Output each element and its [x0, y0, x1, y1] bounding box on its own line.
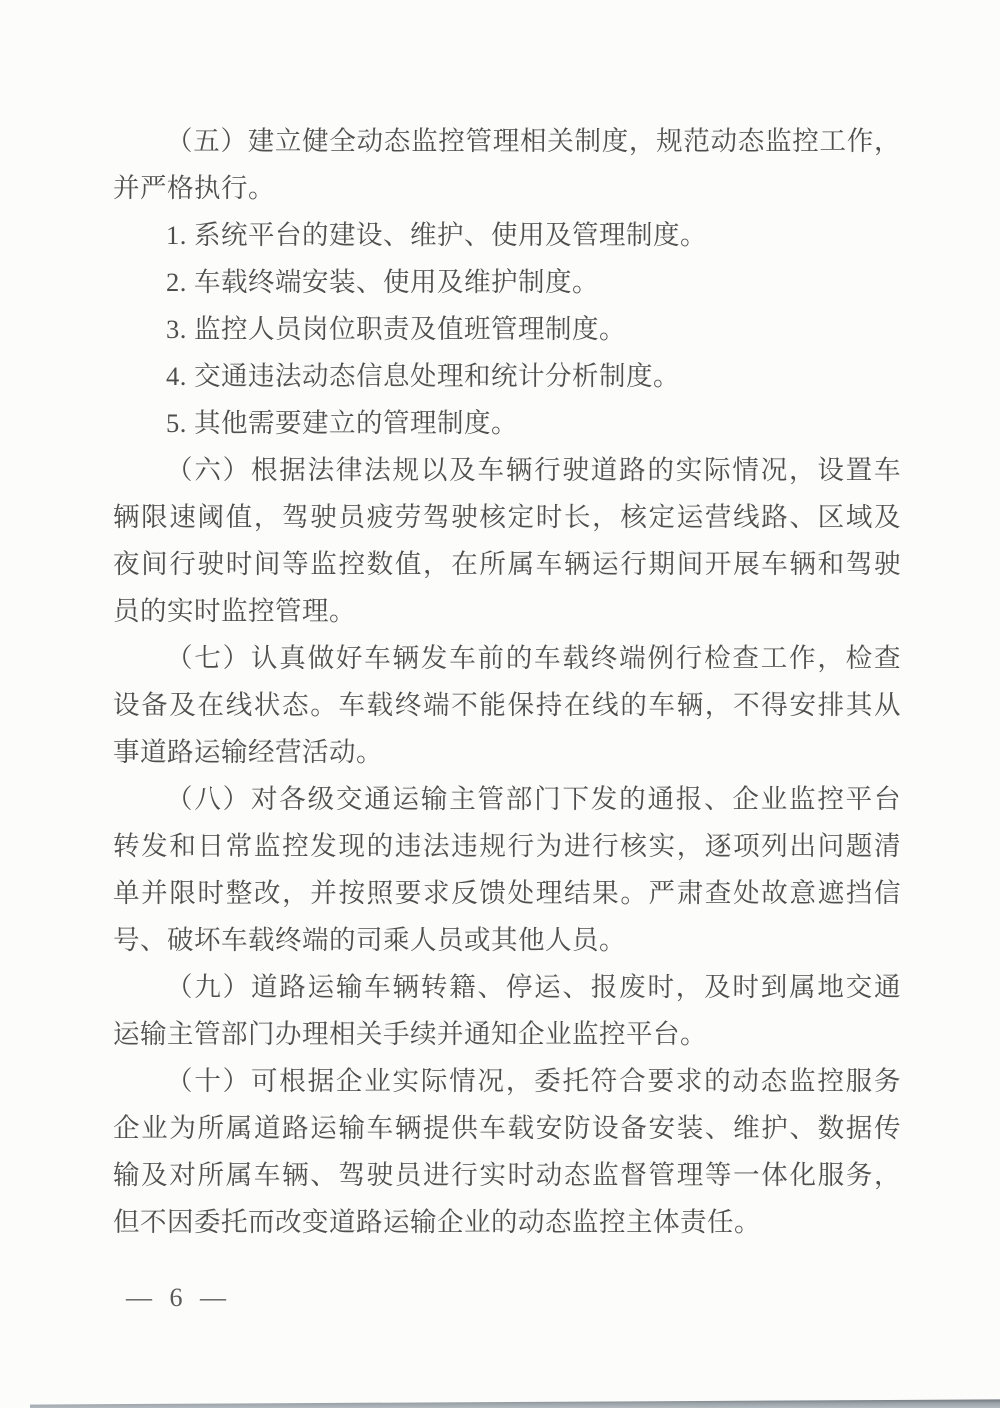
- text-line: （六）根据法律法规以及车辆行驶道路的实际情况，设置车: [166, 455, 901, 485]
- text-line: 5. 其他需要建立的管理制度。: [166, 408, 518, 438]
- text-line: （十）可根据企业实际情况，委托符合要求的动态监控服务: [166, 1066, 901, 1096]
- text-line: （七）认真做好车辆发车前的车载终端例行检查工作，检查: [166, 643, 901, 673]
- scan-edge-artifact: [0, 1399, 1000, 1408]
- page-number: — 6 —: [126, 1283, 229, 1312]
- document-body: [113, 118, 901, 1246]
- text-line: （五）建立健全动态监控管理相关制度，规范动态监控工作，: [166, 126, 901, 156]
- text-line: 转发和日常监控发现的违法违规行为进行核实，逐项列出问题清: [113, 831, 901, 861]
- text-line: 1. 系统平台的建设、维护、使用及管理制度。: [166, 220, 707, 250]
- text-line: 员的实时监控管理。: [113, 596, 356, 626]
- text-line: 但不因委托而改变道路运输企业的动态监控主体责任。: [113, 1207, 761, 1237]
- text-line: 单并限时整改，并按照要求反馈处理结果。严肃查处故意遮挡信: [113, 878, 901, 908]
- text-line: 2. 车载终端安装、使用及维护制度。: [166, 267, 599, 297]
- text-line: （九）道路运输车辆转籍、停运、报废时，及时到属地交通: [166, 972, 901, 1002]
- text-line: 3. 监控人员岗位职责及值班管理制度。: [166, 314, 626, 344]
- text-line: （八）对各级交通运输主管部门下发的通报、企业监控平台: [166, 784, 901, 814]
- text-line: 号、破坏车载终端的司乘人员或其他人员。: [113, 925, 626, 955]
- text-line: 企业为所属道路运输车辆提供车载安防设备安装、维护、数据传: [113, 1113, 901, 1143]
- text-line: 辆限速阈值，驾驶员疲劳驾驶核定时长，核定运营线路、区域及: [113, 502, 901, 532]
- text-line: 并严格执行。: [113, 173, 275, 203]
- text-line: 4. 交通违法动态信息处理和统计分析制度。: [166, 361, 680, 391]
- text-line: 输及对所属车辆、驾驶员进行实时动态监督管理等一体化服务，: [113, 1160, 901, 1190]
- text-line: 事道路运输经营活动。: [113, 737, 383, 767]
- text-line: 运输主管部门办理相关手续并通知企业监控平台。: [113, 1019, 707, 1049]
- text-line: 夜间行驶时间等监控数值，在所属车辆运行期间开展车辆和驾驶: [113, 549, 901, 579]
- text-line: 设备及在线状态。车载终端不能保持在线的车辆，不得安排其从: [113, 690, 901, 720]
